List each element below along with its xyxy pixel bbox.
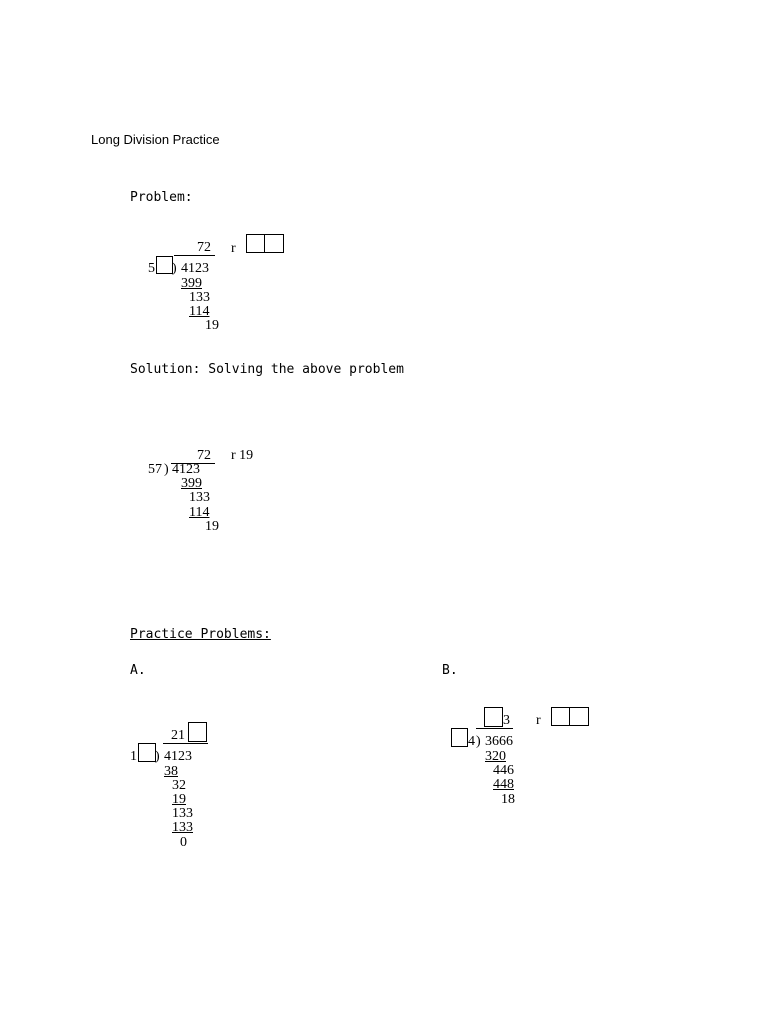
practice-a-division-bar (163, 743, 208, 744)
problem-divisor-digit: 5 (148, 261, 155, 276)
solution-step-4: 19 (205, 519, 219, 534)
practice-b-step-2: 446 (493, 763, 514, 778)
practice-a-step-4: 133 (172, 806, 193, 821)
practice-a-step-1: 38 (164, 764, 178, 779)
practice-a-quotient-digits: 21 (171, 728, 185, 743)
practice-b-remainder-label: r (536, 713, 541, 728)
practice-b-step-4: 18 (501, 792, 515, 807)
solution-dividend: 4123 (172, 462, 200, 477)
problem-step-1: 399 (181, 276, 202, 291)
problem-step-3: 114 (189, 304, 210, 319)
problem-remainder-blank-1[interactable] (246, 234, 265, 253)
solution-step-2: 133 (189, 490, 210, 505)
practice-b-remainder-blank-2[interactable] (569, 707, 589, 726)
problem-remainder-label: r (231, 241, 236, 256)
solution-heading: Solution: Solving the above problem (130, 362, 404, 377)
practice-a-step-3: 19 (172, 792, 186, 807)
problem-remainder-blank-2[interactable] (264, 234, 284, 253)
practice-b-remainder-blank-1[interactable] (551, 707, 570, 726)
practice-a-step-5: 133 (172, 820, 193, 835)
solution-divisor: 57 (148, 462, 162, 477)
practice-b-step-1: 320 (485, 749, 506, 764)
practice-b-step-3: 448 (493, 777, 514, 792)
practice-b-label: B. (442, 663, 458, 678)
practice-a-label: A. (130, 663, 146, 678)
solution-quotient: 72 (197, 448, 211, 463)
practice-b-divisor-blank[interactable] (451, 728, 468, 747)
problem-step-2: 133 (189, 290, 210, 305)
page-title: Long Division Practice (91, 132, 220, 147)
problem-quotient: 72 (197, 240, 211, 255)
practice-b-quotient-blank[interactable] (484, 707, 503, 727)
solution-step-1: 399 (181, 476, 202, 491)
practice-b-divisor-digit: 4 (468, 734, 475, 749)
problem-division-bar (174, 255, 215, 256)
practice-a-step-6: 0 (180, 835, 187, 850)
practice-a-step-2: 32 (172, 778, 186, 793)
problem-heading: Problem: (130, 190, 193, 205)
practice-a-dividend: 4123 (164, 749, 192, 764)
solution-remainder: r 19 (231, 448, 254, 463)
problem-step-4: 19 (205, 318, 219, 333)
practice-b-division-bar (476, 728, 513, 729)
practice-b-quotient-digit: 3 (503, 713, 510, 728)
practice-heading: Practice Problems: (130, 627, 271, 642)
solution-step-3: 114 (189, 505, 210, 520)
practice-a-divisor-blank[interactable] (138, 743, 156, 762)
practice-a-quotient-blank[interactable] (188, 722, 207, 742)
problem-dividend: 4123 (181, 261, 209, 276)
practice-b-dividend: 3666 (485, 734, 513, 749)
problem-divisor-blank[interactable] (156, 256, 173, 274)
practice-a-divisor-digit: 1 (130, 749, 137, 764)
